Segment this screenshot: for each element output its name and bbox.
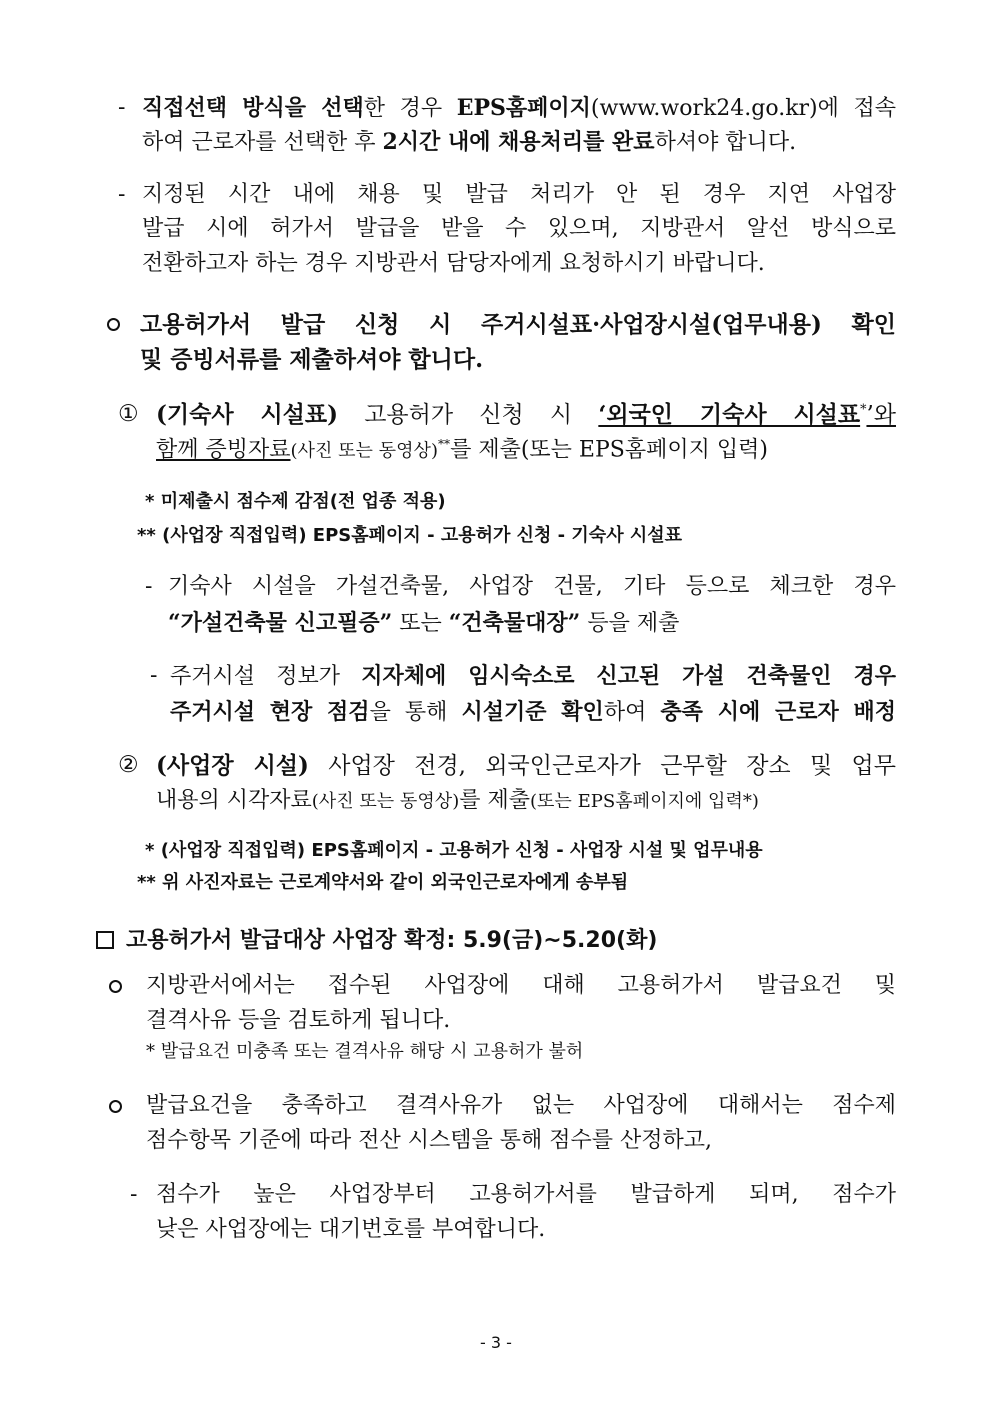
bullet-line [145,574,152,600]
footnote-mark: * [145,840,155,861]
circle-bullet-icon [109,980,122,993]
body-text: 하셔야 합니다. [654,130,797,155]
paragraph-line [156,788,759,814]
paragraph-line: 지방관서에서는 접수된 사업장에 대해 고용허가서 발급요건 및 [146,973,896,998]
emphasis-text: 주거시설 현장 점검 [170,699,370,725]
emphasis-text: EPS홈페이지 [456,95,591,121]
footnote-line [145,840,763,862]
dash-marker: - [118,95,126,120]
paragraph-line [170,699,896,726]
footnote-mark: * [145,491,155,512]
body-text: 을 통해 [369,700,462,725]
footnote-line [146,1041,583,1063]
footnote-mark: * [146,1041,155,1062]
body-text: 를 제출 [459,788,530,813]
paragraph-line [156,401,896,430]
footnote-mark: * [860,401,867,417]
body-text: 또는 [392,611,449,636]
paragraph-line [142,129,796,156]
body-text: ’와 [866,402,896,428]
numbered-item-line [118,752,139,780]
url-text: (www.work24.go.kr)에 접속 [590,96,896,121]
emphasis-text: “가설건축물 신고필증” [168,610,393,636]
section-heading [96,928,657,954]
circled-number-1: ① [118,401,139,427]
section-heading-text: 고용허가서 발급대상 사업장 확정: 5.9(금)~5.20(화) [126,928,658,953]
emphasis-text: 충족 시에 근로자 배정 [660,699,896,725]
emphasis-text: 지자체에 임시숙소로 신고된 가설 건축물인 경우 [361,663,896,689]
paragraph-line: 기숙사 시설을 가설건축물, 사업장 건물, 기타 등으로 체크한 경우 [168,574,896,599]
footnote-text: 미제출시 점수제 감점(전 업종 적용) [160,491,446,512]
emphasis-text: 2시간 내에 채용처리를 완료 [382,129,655,155]
paragraph-line [170,663,896,690]
body-text: 사업장 전경, 외국인근로자가 근무할 장소 및 업무 [308,753,896,779]
paragraph-line: 고용허가서 발급 신청 시 주거시설표·사업장시설(업무내용) 확인 [140,311,896,338]
footnote-text: 발급요건 미충족 또는 결격사유 해당 시 고용허가 불허 [160,1041,584,1062]
paragraph-line [156,752,896,781]
body-text: 하여 [603,700,661,725]
emphasis-text: 직접선택 방식을 선택 [142,95,364,121]
footnote-mark: ** [437,437,451,451]
paragraph-line: 발급요건을 충족하고 결격사유가 없는 사업장에 대해서는 점수제 [146,1093,896,1118]
item-heading: (기숙사 시설표) [156,401,338,428]
dash-marker: - [150,663,158,688]
footnote-line [137,525,682,547]
paragraph-line [156,437,768,464]
footnote-text: (사업장 직접입력) EPS홈페이지 - 고용허가 신청 - 사업장 시설 및 업무내용 [160,840,763,861]
note-text: (또는 EPS홈페이지에 입력*) [529,791,759,812]
paragraph-line: 전환하고자 하는 경우 지방관서 담당자에게 요청하시기 바랍니다. [142,251,765,276]
paragraph-line: 지정된 시간 내에 채용 및 발급 처리가 안 된 경우 지연 사업장 [142,182,896,207]
paragraph-line: 점수항목 기준에 따라 전산 시스템을 통해 점수를 산정하고, [146,1128,712,1153]
paragraph-line: 및 증빙서류를 제출하셔야 합니다. [140,346,484,373]
circle-marker-line [107,313,120,339]
numbered-item-line [118,401,139,429]
circled-number-2: ② [118,752,139,778]
bullet-line [118,95,125,121]
footnote-text: 위 사진자료는 근로계약서와 같이 외국인근로자에게 송부됨 [162,872,629,893]
emphasis-text: “건축물대장” [448,610,581,636]
footnote-text: (사업장 직접입력) EPS홈페이지 - 고용허가 신청 - 기숙사 시설표 [162,525,683,546]
circle-bullet-icon [109,1100,122,1113]
body-text: 고용허가 신청 시 [337,402,599,428]
paragraph-line: 발급 시에 허가서 발급을 받을 수 있으며, 지방관서 알선 방식으로 [142,216,896,241]
paragraph-line: 낮은 사업장에는 대기번호를 부여합니다. [156,1217,546,1242]
bullet-line [118,182,125,208]
paragraph-line [142,95,896,122]
page-number: - 3 - [480,1333,512,1352]
footnote-line [145,491,446,513]
body-text: 등을 제출 [580,611,680,636]
body-text: 한 경우 [363,96,457,121]
body-text: 를 제출(또는 EPS홈페이지 입력) [450,437,768,463]
dash-marker: - [145,574,153,599]
paragraph-line: 결격사유 등을 검토하게 됩니다. [146,1008,451,1033]
dash-marker: - [118,182,126,207]
underlined-term: 함께 증빙자료 [156,437,291,463]
body-text: 주거시설 정보가 [170,664,362,689]
circle-bullet-icon [107,318,120,331]
emphasis-text: 시설기준 확인 [461,699,604,725]
paragraph-line: 점수가 높은 사업장부터 고용허가서를 발급하게 되며, 점수가 [156,1182,896,1207]
paragraph-line [168,610,679,637]
item-heading: (사업장 시설) [156,752,309,779]
dash-marker: - [130,1182,138,1207]
note-text: (사진 또는 동영상) [311,791,460,812]
checkbox-square-icon [96,931,114,949]
circle-marker-line [109,1095,122,1121]
footnote-mark: ** [137,525,156,546]
underlined-term: ‘외국인 기숙사 시설표 [598,401,861,428]
bullet-line [130,1182,137,1208]
footnote-line [137,872,628,894]
body-text: 내용의 시각자료 [156,788,312,813]
footnote-mark: ** [137,872,156,893]
note-text: (사진 또는 동영상) [290,440,438,462]
bullet-line [150,663,157,689]
body-text: 하여 근로자를 선택한 후 [142,130,383,155]
circle-marker-line [109,975,122,1001]
